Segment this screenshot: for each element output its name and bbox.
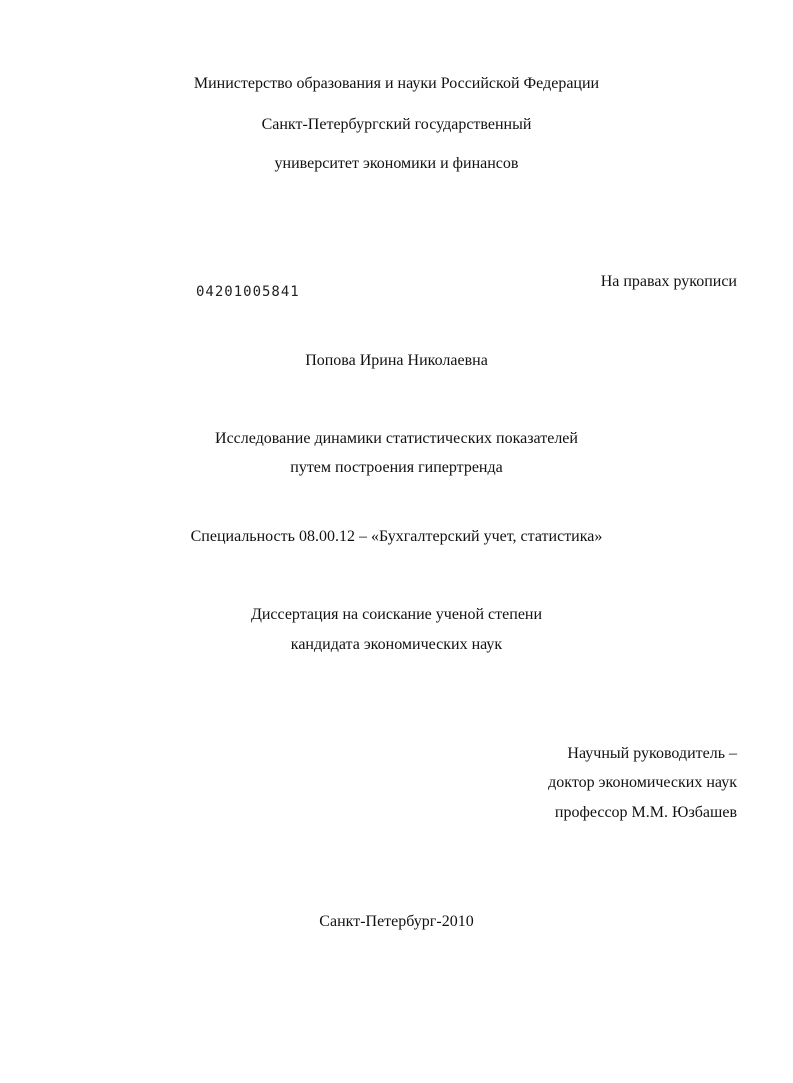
supervisor-line-2: доктор экономических наук: [548, 774, 737, 791]
supervisor-line-1: Научный руководитель –: [567, 745, 737, 762]
rights-notice: На правах рукописи: [600, 273, 737, 290]
degree-line-1: Диссертация на соискание ученой степени: [250, 606, 543, 623]
supervisor-line-3: профессор М.М. Юзбашев: [554, 804, 737, 821]
degree-line-2: кандидата экономических наук: [290, 636, 503, 653]
university-line-2: университет экономики и финансов: [274, 155, 519, 172]
ministry-line: Министерство образования и науки Российской Федерации: [193, 75, 600, 92]
dissertation-title-line-1: Исследование динамики статистических показателей: [215, 430, 578, 447]
specialty-line: Специальность 08.00.12 – «Бухгалтерский учет, статистика»: [190, 528, 603, 545]
catalog-number: 04201005841: [196, 284, 300, 300]
author-name: Попова Ирина Николаевна: [305, 352, 488, 369]
city-year: Санкт-Петербург-2010: [319, 913, 474, 930]
dissertation-title-line-2: путем построения гипертренда: [290, 459, 503, 476]
university-line-1: Санкт-Петербургский государственный: [261, 116, 532, 133]
